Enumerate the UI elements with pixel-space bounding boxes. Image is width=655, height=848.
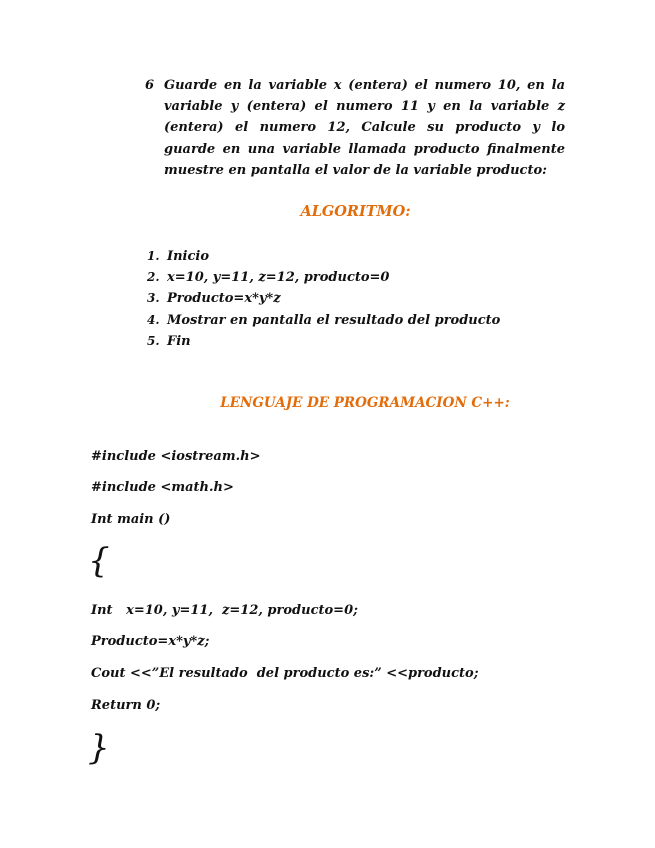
- code-return: Return 0;: [91, 698, 161, 713]
- step-number: 2.: [147, 270, 160, 285]
- step-text: Mostrar en pantalla el resultado del producto: [167, 312, 501, 328]
- algorithm-heading: ALGORITMO:: [300, 203, 411, 220]
- step-number: 5.: [147, 333, 160, 348]
- algorithm-step: [147, 246, 500, 267]
- code-close-brace: }: [88, 728, 110, 768]
- step-number: 1.: [147, 249, 160, 263]
- step-number: 3.: [147, 291, 160, 306]
- code-open-brace: {: [88, 541, 110, 581]
- code-include-math: #include <math.h>: [91, 480, 234, 495]
- step-number: 4.: [147, 312, 160, 327]
- code-assignment: Producto=x*y*z;: [91, 634, 210, 649]
- problem-number: 6: [145, 78, 155, 93]
- cpp-heading: LENGUAJE DE PROGRAMACION C++:: [220, 395, 510, 411]
- step-text: Fin: [167, 333, 191, 349]
- step-text: Producto=x*y*z: [167, 291, 281, 307]
- code-include-iostream: #include <iostream.h>: [91, 449, 261, 464]
- code-variable-declaration: Int x=10, y=11, z=12, producto=0;: [91, 603, 358, 618]
- algorithm-step: [147, 331, 500, 352]
- step-text: x=10, y=11, z=12, producto=0: [167, 270, 390, 286]
- code-output: Cout <<”El resultado del producto es:” <<producto;: [91, 666, 479, 681]
- algorithm-step: [147, 310, 500, 331]
- code-main-declaration: Int main (): [91, 512, 171, 527]
- algorithm-steps: [147, 246, 500, 352]
- problem-text: Guarde en la variable x (entera) el numero 10, en la variable y (entera) el numero 11 y en la variable z (entera) el numero 12, Calcule su producto y lo guarde en una variable llamada producto finalmente muestre en pantalla el valor de la variable producto:: [164, 78, 565, 178]
- algorithm-step: [147, 288, 500, 309]
- step-text: Inicio: [167, 249, 209, 264]
- problem-statement: [145, 75, 565, 181]
- algorithm-step: [147, 267, 500, 288]
